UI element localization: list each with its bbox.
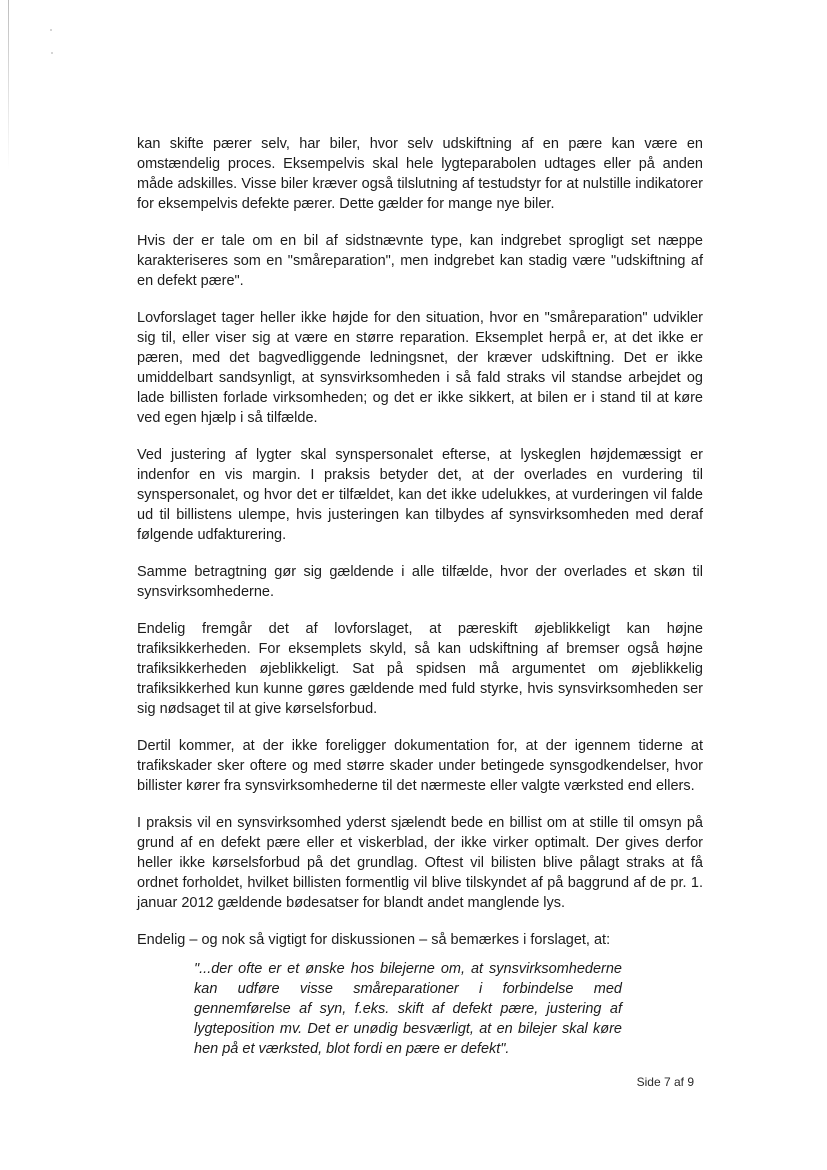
paragraph: I praksis vil en synsvirksomhed yderst sjælendt bede en billist om at stille til omsyn på grund af en defekt pære eller et viskerblad, der ikke virker optimalt. Der gives derfor heller ikke kørselsforbud på det grundlag. Oftest vil bilisten blive pålagt straks at få ordnet forholdet, hvilket billisten formentlig vil blive tilskyndet af på baggrund af de pr. 1. januar 2012 gældende bødesatser for blandt andet manglende lys. — [137, 815, 703, 911]
paragraph: kan skifte pærer selv, har biler, hvor selv udskiftning af en pære kan være en omstændelig proces. Eksempelvis skal hele lygteparabolen udtages eller på anden måde adskilles. Visse biler kræver også tilslutning af testudstyr for at nulstille indikatorer for eksempelvis defekte pærer. Dette gælder for mange nye biler. — [137, 136, 703, 212]
paragraph: Samme betragtning gør sig gældende i alle tilfælde, hvor der overlades et skøn til synsvirksomhederne. — [137, 564, 703, 600]
paragraph: Hvis der er tale om en bil af sidstnævnte type, kan indgrebet sprogligt set næppe karakteriseres som en "småreparation", men indgrebet kan stadig være "udskiftning af en defekt pære". — [137, 233, 703, 289]
paragraph: Ved justering af lygter skal synspersonalet efterse, at lyskeglen højdemæssigt er indenfor en vis margin. I praksis betyder det, at der overlades en vurdering til synspersonalet, og hvor det er tilfældet, kan det ikke udelukkes, at vurderingen vil falde ud til billistens ulempe, hvis justeringen kan tilbydes af synsvirksomheden med deraf følgende udfakturering. — [137, 447, 703, 543]
paragraph: Dertil kommer, at der ikke foreligger dokumentation for, at der igennem tiderne at trafikskader sker oftere og med større skader under betingede synsgodkendelser, hvor billister kører fra synsvirksomhederne til det nærmeste eller valgte værksted end ellers. — [137, 738, 703, 794]
paragraph: Lovforslaget tager heller ikke højde for den situation, hvor en "småreparation" udvikler sig til, eller viser sig at være en større reparation. Eksemplet herpå er, at det ikke er pæren, med det bagvedliggende ledningsnet, der kræver udskiftning. Det er ikke umiddelbart sandsynligt, at synsvirksomheden i så fald straks vil standse arbejdet og lade billisten forlade virksomheden; og det er ikke sikkert, at bilen er i stand til at køre ved egen hjælp i så tilfælde. — [137, 310, 703, 426]
paragraph: Endelig fremgår det af lovforslaget, at pæreskift øjeblikkeligt kan højne trafiksikkerheden. For eksemplets skyld, så kan udskiftning af bremser også højne trafiksikkerheden øjeblikkeligt. Sat på spidsen må argumentet om øjeblikkelig trafiksikkerhed kun kunne gøres gældende med fuld styrke, hvis synsvirksomheden ser sig nødsaget til at give kørselsforbud. — [137, 621, 703, 717]
document-body — [137, 134, 703, 1059]
block-quote: "...der ofte er et ønske hos bilejerne om, at synsvirksomhederne kan udføre visse småreparationer i forbindelse med gennemførelse af syn, f.eks. skift af defekt pære, justering af lygteposition mv. Det er unødig besværligt, at en bilejer skal køre hen på et værksted, blot fordi en pære er defekt". — [194, 961, 622, 1057]
paragraph: Endelig – og nok så vigtigt for diskussionen – så bemærkes i forslaget, at: — [137, 932, 611, 948]
scan-speck — [50, 29, 52, 31]
scan-speck — [51, 52, 53, 54]
page-number: Side 7 af 9 — [636, 1075, 694, 1089]
scan-edge-line — [8, 0, 9, 170]
